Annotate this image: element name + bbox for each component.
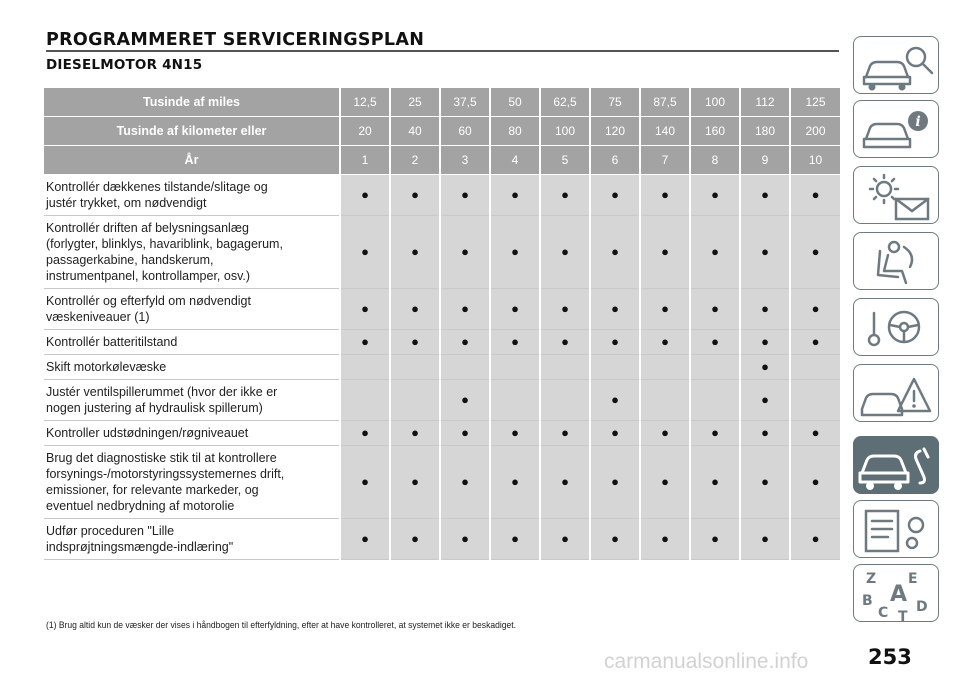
svg-text:B: B (862, 593, 873, 609)
tab-warning-lights[interactable] (853, 166, 939, 224)
specs-gear-list-icon (854, 501, 939, 558)
service-mark: ● (490, 289, 540, 330)
service-mark: ● (390, 446, 440, 519)
service-mark: ● (340, 289, 390, 330)
service-mark: ● (690, 421, 740, 446)
header-row (44, 146, 840, 175)
service-mark: ● (590, 175, 640, 216)
tab-emergency[interactable] (853, 364, 939, 422)
service-mark: ● (490, 446, 540, 519)
service-mark: ● (540, 216, 590, 289)
service-mark: ● (590, 330, 640, 355)
service-mark: ● (440, 421, 490, 446)
service-mark: ● (590, 519, 640, 560)
service-mark: ● (340, 421, 390, 446)
service-mark: ● (440, 330, 490, 355)
service-mark: ● (440, 446, 490, 519)
header-value: 3 (440, 146, 490, 175)
service-mark: ● (790, 216, 840, 289)
task-label: Brug det diagnostiske stik til at kontrollere forsynings-/motorstyringssystemernes drift, emissioner, for relevante markeder, og eventuel nedbrydning af motorolie (44, 446, 340, 519)
service-mark: ● (390, 216, 440, 289)
service-mark: ● (540, 519, 590, 560)
service-mark: ● (340, 175, 390, 216)
service-mark: ● (390, 519, 440, 560)
service-mark: ● (440, 216, 490, 289)
service-mark (690, 355, 740, 380)
header-label: År (44, 146, 340, 175)
car-info-icon (854, 101, 939, 158)
tab-alphabetical-index[interactable] (853, 564, 939, 622)
seat-airbag-icon (854, 233, 939, 290)
header-label: Tusinde af miles (44, 88, 340, 117)
header-value: 80 (490, 117, 540, 146)
header-value: 100 (540, 117, 590, 146)
service-mark: ● (390, 175, 440, 216)
service-mark: ● (590, 446, 640, 519)
service-mark: ● (790, 175, 840, 216)
tab-technical-specs[interactable] (853, 500, 939, 558)
service-mark (690, 380, 740, 421)
header-value: 5 (540, 146, 590, 175)
header-value: 75 (590, 88, 640, 117)
service-mark: ● (790, 519, 840, 560)
header-value: 10 (790, 146, 840, 175)
service-mark (490, 355, 540, 380)
tab-car-info[interactable] (853, 100, 939, 158)
header-value: 9 (740, 146, 790, 175)
svg-text:T: T (898, 609, 908, 623)
svg-text:A: A (890, 582, 908, 607)
header-row (44, 117, 840, 146)
table-row (44, 330, 840, 355)
service-mark: ● (540, 289, 590, 330)
header-value: 12,5 (340, 88, 390, 117)
service-mark (390, 380, 440, 421)
header-value: 100 (690, 88, 740, 117)
service-mark: ● (740, 216, 790, 289)
header-value: 2 (390, 146, 440, 175)
header-value: 1 (340, 146, 390, 175)
service-mark: ● (790, 330, 840, 355)
header-value: 125 (790, 88, 840, 117)
svg-text:D: D (916, 599, 928, 615)
service-mark: ● (690, 446, 740, 519)
service-mark: ● (340, 216, 390, 289)
table-row (44, 380, 840, 421)
svg-text:E: E (908, 571, 918, 587)
header-value: 180 (740, 117, 790, 146)
service-mark (490, 380, 540, 421)
service-mark (540, 355, 590, 380)
task-label: Kontrollér dækkenes tilstande/slitage og justér trykket, om nødvendigt (44, 175, 340, 216)
service-mark: ● (390, 421, 440, 446)
header-value: 62,5 (540, 88, 590, 117)
service-mark: ● (790, 446, 840, 519)
service-mark: ● (640, 175, 690, 216)
header-value: 160 (690, 117, 740, 146)
service-mark: ● (690, 289, 740, 330)
table-row (44, 289, 840, 330)
header-value: 6 (590, 146, 640, 175)
service-mark: ● (490, 519, 540, 560)
tab-car-search[interactable] (853, 36, 939, 94)
table-row (44, 355, 840, 380)
header-label: Tusinde af kilometer eller (44, 117, 340, 146)
header-value: 140 (640, 117, 690, 146)
service-mark: ● (440, 519, 490, 560)
service-mark: ● (740, 519, 790, 560)
service-mark: ● (590, 380, 640, 421)
service-mark: ● (590, 421, 640, 446)
header-value: 200 (790, 117, 840, 146)
service-mark: ● (740, 355, 790, 380)
header-value: 20 (340, 117, 390, 146)
service-mark: ● (640, 216, 690, 289)
service-mark (790, 355, 840, 380)
service-mark (340, 380, 390, 421)
service-mark: ● (690, 216, 740, 289)
header-value: 37,5 (440, 88, 490, 117)
task-label: Kontrollér og efterfyld om nødvendigt væskeniveauer (1) (44, 289, 340, 330)
service-mark: ● (540, 175, 590, 216)
tab-maintenance-active[interactable] (853, 436, 939, 494)
service-mark (340, 355, 390, 380)
service-mark: ● (440, 175, 490, 216)
service-mark: ● (490, 175, 540, 216)
service-mark (640, 355, 690, 380)
service-mark: ● (740, 330, 790, 355)
service-mark: ● (540, 446, 590, 519)
service-mark: ● (640, 330, 690, 355)
tab-starting-driving[interactable] (853, 298, 939, 356)
car-breakdown-warning-icon (854, 365, 939, 422)
service-schedule-table (44, 88, 840, 560)
task-label: Udfør proceduren "Lille indsprøjtningsmængde-indlæring" (44, 519, 340, 560)
watermark: carmanualsonline.info (604, 650, 809, 673)
header-value: 50 (490, 88, 540, 117)
header-value: 87,5 (640, 88, 690, 117)
svg-text:i: i (915, 114, 921, 130)
service-mark: ● (790, 289, 840, 330)
task-label: Kontrollér batteritilstand (44, 330, 340, 355)
service-mark: ● (490, 216, 540, 289)
table-row (44, 519, 840, 560)
header-row (44, 88, 840, 117)
service-mark: ● (440, 380, 490, 421)
svg-text:Z: Z (866, 571, 877, 587)
service-mark: ● (490, 421, 540, 446)
header-value: 60 (440, 117, 490, 146)
service-mark: ● (340, 446, 390, 519)
service-mark: ● (540, 330, 590, 355)
service-mark: ● (640, 421, 690, 446)
service-mark: ● (590, 289, 640, 330)
header-value: 7 (640, 146, 690, 175)
header-value: 40 (390, 117, 440, 146)
title-divider (46, 50, 839, 52)
service-mark: ● (440, 289, 490, 330)
steering-wheel-key-icon (854, 299, 939, 356)
service-mark: ● (390, 330, 440, 355)
service-mark: ● (340, 519, 390, 560)
service-mark: ● (490, 330, 540, 355)
car-service-wrench-icon (854, 437, 939, 494)
service-mark (390, 355, 440, 380)
service-mark (440, 355, 490, 380)
header-value: 4 (490, 146, 540, 175)
service-mark: ● (390, 289, 440, 330)
service-mark (590, 355, 640, 380)
header-value: 112 (740, 88, 790, 117)
header-value: 8 (690, 146, 740, 175)
footnote: (1) Brug altid kun de væsker der vises i håndbogen til efterfyldning, efter at have kontrolleret, at systemet ikke er beskadiget. (46, 620, 517, 631)
service-mark: ● (690, 175, 740, 216)
table-row (44, 175, 840, 216)
task-label: Kontroller udstødningen/røgniveauet (44, 421, 340, 446)
service-mark: ● (740, 289, 790, 330)
tab-safety[interactable] (853, 232, 939, 290)
header-value: 120 (590, 117, 640, 146)
header-value: 25 (390, 88, 440, 117)
service-mark: ● (540, 421, 590, 446)
table-row (44, 421, 840, 446)
task-label: Justér ventilspillerummet (hvor der ikke er nogen justering af hydraulisk spillerum) (44, 380, 340, 421)
task-label: Skift motorkølevæske (44, 355, 340, 380)
service-mark: ● (340, 330, 390, 355)
alphabet-index-icon (854, 565, 939, 622)
section-subtitle: DIESELMOTOR 4N15 (46, 57, 203, 73)
service-mark (640, 380, 690, 421)
service-mark (790, 380, 840, 421)
service-mark: ● (690, 519, 740, 560)
page-number: 253 (868, 645, 912, 669)
service-mark: ● (740, 446, 790, 519)
service-mark: ● (790, 421, 840, 446)
task-label: Kontrollér driften af belysningsanlæg (forlygter, blinklys, havariblink, bagagerum, passagerkabine, handskerum, instrumentpanel, kontrollamper, osv.) (44, 216, 340, 289)
service-mark: ● (590, 216, 640, 289)
service-mark: ● (640, 519, 690, 560)
page-title: PROGRAMMERET SERVICERINGSPLAN (46, 30, 425, 50)
table-row (44, 446, 840, 519)
warning-light-message-icon (854, 167, 939, 224)
service-mark: ● (740, 421, 790, 446)
service-mark: ● (690, 330, 740, 355)
service-mark: ● (640, 289, 690, 330)
service-mark (540, 380, 590, 421)
service-mark: ● (640, 446, 690, 519)
service-mark: ● (740, 380, 790, 421)
table-row (44, 216, 840, 289)
car-search-icon (854, 37, 939, 94)
service-mark: ● (740, 175, 790, 216)
svg-text:C: C (878, 605, 889, 621)
